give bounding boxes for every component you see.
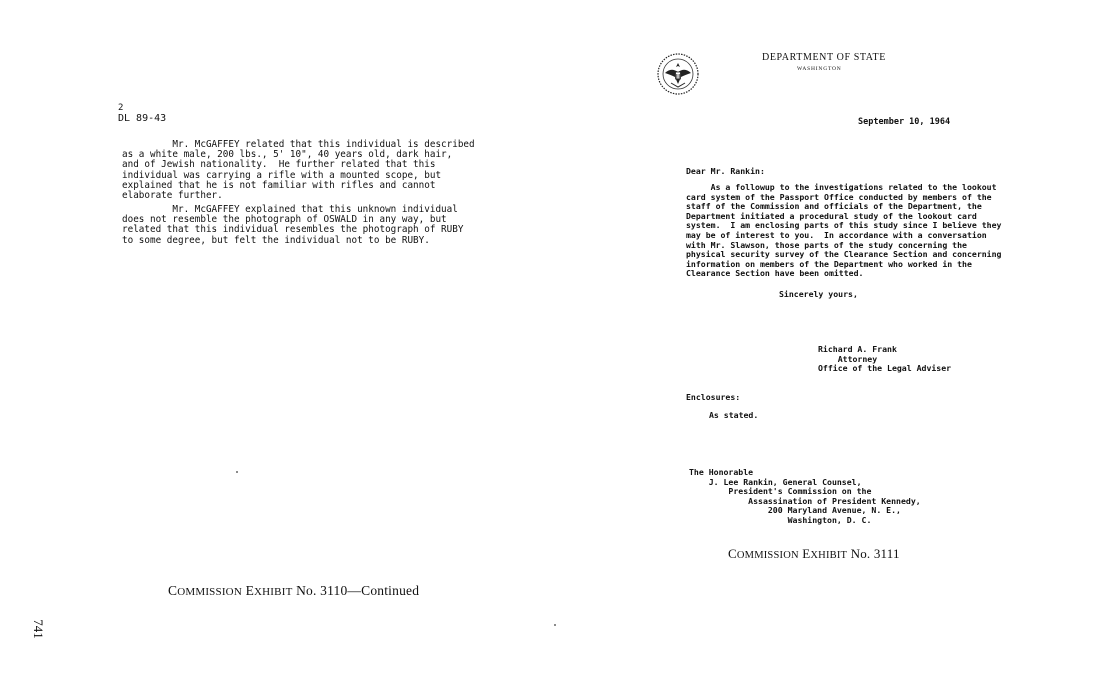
- file-number: DL 89-43: [118, 113, 167, 124]
- page-marker: 2: [118, 103, 124, 113]
- side-page-number: 741: [30, 619, 46, 639]
- letter-body: As a followup to the investigations related to the lookout card system of the Passport Office conducted by members of the staff of the Commission and officials of the Department, the Department initiated a procedural study of the lookout card system. I am enclosing parts of this study since I believe they may be of interest to you. In accordance with a conversation with Mr. Slawson, those parts of the study concerning the physical security survey of the Clearance Section and concerning information on members of the Department who worked in the Clearance Section have been omitted.: [686, 182, 1002, 279]
- memo-paragraph-1: Mr. McGAFFEY related that this individual is described as a white male, 200 lbs., 5' 10", 40 years old, dark hair, and of Jewish nationality. He further related that this individual was carrying a rifle with a mounted scope, but explained that he is not familiar with rifles and cannot elaborate further.: [122, 139, 475, 202]
- exhibit-label-left: COMMISSION EXHIBIT No. 3110—Continued: [168, 583, 420, 598]
- memo-paragraph-2: Mr. McGAFFEY explained that this unknown individual does not resemble the photograph of OSWALD in any way, but related that this individual resembles the photograph of RUBY to some degree, but felt the individual not to be RUBY.: [122, 204, 464, 246]
- department-of-state-seal-icon: [657, 53, 699, 95]
- department-city: WASHINGTON: [797, 66, 842, 72]
- department-heading: DEPARTMENT OF STATE: [762, 52, 886, 63]
- closing: Sincerely yours,: [779, 289, 858, 299]
- signature-block: Richard A. Frank Attorney Office of the Legal Adviser: [818, 344, 952, 374]
- letter-date: September 10, 1964: [858, 117, 951, 127]
- scan-speck: [554, 624, 556, 626]
- enclosures-label: Enclosures:: [686, 392, 741, 402]
- scan-speck: [236, 471, 238, 473]
- exhibit-label-right: COMMISSION EXHIBIT No. 3111: [728, 546, 900, 561]
- addressee-block: The Honorable J. Lee Rankin, General Counsel, President's Commission on the Assassination of President Kennedy, 200 Maryland Avenue, N. E., Washington, D. C.: [689, 467, 921, 525]
- enclosures-value: As stated.: [709, 410, 759, 420]
- salutation: Dear Mr. Rankin:: [686, 166, 765, 176]
